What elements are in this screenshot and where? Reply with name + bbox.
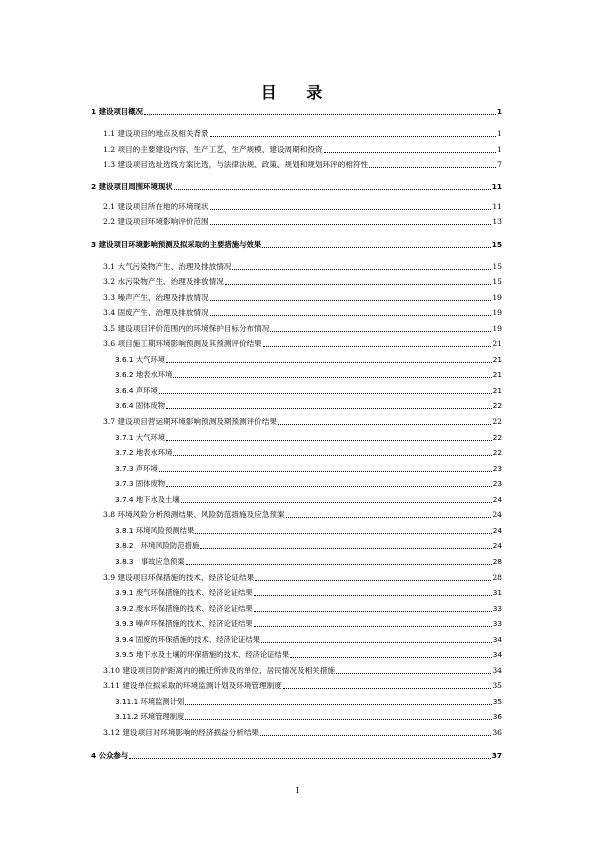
toc-entry-label: 3.9 建设项目环保措施的技术、经济论证结果: [103, 573, 255, 582]
toc-entry-page: 35: [492, 681, 502, 690]
toc-entry-label: 2.1 建设项目所在地的环境现状: [103, 202, 209, 211]
toc-entry-label: 3.8.1 环境风险预测结果: [115, 526, 195, 535]
dot-leader: [159, 393, 492, 394]
toc-entry-label: 3.7.2 地表水环境: [115, 448, 173, 457]
toc-entry-page: 34: [492, 666, 502, 675]
toc-entry-label: 2.2 建设项目环境影响评价范围: [103, 217, 209, 226]
dot-leader: [210, 300, 492, 301]
toc-entry[interactable]: [115, 525, 502, 537]
toc-entry-page: 22: [492, 401, 502, 410]
toc-entry[interactable]: [103, 276, 502, 288]
page-title: 目 录: [260, 83, 335, 102]
dot-leader: [159, 471, 492, 472]
dot-leader: [166, 362, 492, 363]
toc-entry-page: 19: [492, 293, 502, 302]
toc-entry[interactable]: [103, 307, 502, 319]
toc-entry-page: 36: [492, 728, 502, 737]
toc-entry[interactable]: [103, 572, 502, 584]
toc-entry-label: 3.10 建设项目防护距离内的搬迁所涉及的单位、居民情况及相关措施: [103, 666, 335, 675]
toc-entry-page: 1: [497, 129, 502, 138]
toc-entry-page: 28: [492, 573, 502, 582]
toc-entry-label: 1.2 项目的主要建设内容、生产工艺、生产规模、建设周期和投资: [103, 145, 323, 154]
toc-entry-label: 3.11 建设单位拟采取的环境监测计划及环境管理制度: [103, 681, 282, 690]
toc-entry[interactable]: [115, 494, 502, 506]
dot-leader: [166, 408, 492, 409]
dot-leader: [210, 315, 492, 316]
toc-entry-label: 4 公众参与: [91, 751, 129, 760]
toc-entry-label: 3.1 大气污染物产生、治理及排放情况: [103, 262, 232, 271]
dot-leader: [185, 704, 491, 705]
toc-entry[interactable]: [115, 385, 502, 397]
toc-entry-label: 3.8.3 事故应急预案: [115, 557, 185, 566]
toc-entry[interactable]: [115, 540, 502, 552]
toc-entry-label: 1 建设项目概况: [91, 107, 144, 116]
toc-entry-page: 13: [492, 217, 502, 226]
toc-entry-label: 3.9.1 废气环保措施的技术、经济论证结果: [115, 588, 253, 597]
dot-leader: [129, 758, 490, 759]
dot-leader: [260, 735, 491, 736]
toc-entry[interactable]: [115, 354, 502, 366]
toc-entry-page: 7: [497, 160, 502, 169]
toc-entry[interactable]: [91, 181, 502, 193]
toc-entry-label: 3.11.1 环境监测计划: [115, 697, 185, 706]
toc-entry-label: 3.12 建设项目对环境影响的经济损益分析结果: [103, 728, 260, 737]
dot-leader: [369, 167, 496, 168]
toc-entry[interactable]: [103, 509, 502, 521]
dot-leader: [324, 152, 497, 153]
dot-leader: [174, 189, 491, 190]
toc-entry-page: 37: [491, 751, 502, 760]
toc-entry-page: 23: [492, 479, 502, 488]
toc-entry-page: 36: [492, 712, 502, 721]
toc-entry-label: 3.6.4 声环境: [115, 386, 158, 395]
toc-entry-label: 3.8 环境风险分析预测结果、风险防范措施及应急预案: [103, 510, 285, 519]
toc-entry[interactable]: [115, 432, 502, 444]
toc-entry-page: 34: [492, 650, 502, 659]
dot-leader: [336, 673, 491, 674]
toc-entry-page: 24: [492, 510, 502, 519]
dot-leader: [255, 580, 491, 581]
toc-entry-label: 3.5 建设项目评价范围内的环境保护目标分布情况: [103, 324, 270, 333]
toc-entry[interactable]: [103, 665, 502, 677]
toc-entry-label: 3.7.3 声环境: [115, 464, 158, 473]
toc-entry-label: 3.9.4 固废的环保措施的技术、经济论证结果: [115, 635, 260, 644]
dot-leader: [144, 114, 496, 115]
toc-entry-label: 3.9.2 废水环保措施的技术、经济论证结果: [115, 604, 253, 613]
toc-entry-page: 19: [492, 324, 502, 333]
toc-entry-page: 15: [492, 277, 502, 286]
dot-leader: [278, 424, 491, 425]
toc-entry[interactable]: [115, 587, 502, 599]
toc-entry[interactable]: [115, 634, 502, 646]
toc-entry[interactable]: [115, 696, 502, 708]
toc-entry-page: 24: [492, 495, 502, 504]
toc-entry-page: 21: [492, 370, 502, 379]
toc-entry-label: 3.7 建设项目营运期环境影响预测及期预测评价结果: [103, 417, 277, 426]
dot-leader: [232, 269, 491, 270]
dot-leader: [173, 377, 491, 378]
toc-entry-page: 21: [492, 386, 502, 395]
toc-entry-label: 3 建设项目环境影响预测及拟采取的主要措施与效果: [91, 240, 262, 249]
toc-entry[interactable]: [91, 239, 502, 251]
toc-entry-page: 35: [492, 697, 502, 706]
dot-leader: [166, 440, 492, 441]
toc-entry-page: 22: [492, 417, 502, 426]
dot-leader: [261, 642, 492, 643]
dot-leader: [210, 224, 492, 225]
toc-entry[interactable]: [103, 159, 502, 171]
toc-entry[interactable]: [103, 292, 502, 304]
toc-entry-label: 3.6 项目施工期环境影响预测及其预测评价结果: [103, 339, 262, 348]
dot-leader: [254, 595, 492, 596]
toc-entry[interactable]: [103, 201, 502, 213]
dot-leader: [254, 626, 492, 627]
toc-entry-label: 3.11.2 环境管理制度: [115, 712, 185, 721]
toc-entry[interactable]: [103, 416, 502, 428]
toc-entry-page: 21: [492, 355, 502, 364]
toc-entry-page: 23: [492, 464, 502, 473]
toc-entry[interactable]: [115, 369, 502, 381]
toc-entry[interactable]: [115, 463, 502, 475]
toc-entry-label: 3.3 噪声产生、治理及排放情况: [103, 293, 209, 302]
toc-entry-page: 34: [492, 635, 502, 644]
toc-entry[interactable]: [103, 216, 502, 228]
toc-entry-page: 31: [492, 588, 502, 597]
toc-entry-page: 28: [492, 557, 502, 566]
toc-entry-label: 3.7.4 地下水及土壤: [115, 495, 180, 504]
dot-leader: [270, 331, 491, 332]
dot-leader: [225, 284, 492, 285]
dot-leader: [185, 719, 491, 720]
toc-entry[interactable]: [115, 603, 502, 615]
toc-entry-page: 24: [492, 526, 502, 535]
toc-entry-label: 1.3 建设项目选址选线方案比选，与法律法规、政策、规划和规划环评的相符性: [103, 160, 369, 169]
toc-entry[interactable]: [103, 261, 502, 273]
toc-entry-page: 15: [492, 262, 502, 271]
toc-entry[interactable]: [115, 556, 502, 568]
dot-leader: [186, 564, 492, 565]
toc-entry-label: 3.6.1 大气环境: [115, 355, 166, 364]
toc-entry-page: 33: [492, 619, 502, 628]
toc-entry[interactable]: [115, 447, 502, 459]
dot-leader: [262, 247, 490, 248]
dot-leader: [210, 209, 492, 210]
toc-entry-page: 19: [492, 308, 502, 317]
toc-entry-label: 3.8.2 环境风险防范措施: [115, 541, 200, 550]
toc-entry[interactable]: [91, 750, 502, 762]
toc-entry-page: 11: [491, 182, 502, 191]
toc-entry[interactable]: [103, 323, 502, 335]
dot-leader: [263, 346, 492, 347]
toc-entry[interactable]: [103, 680, 502, 692]
dot-leader: [200, 548, 491, 549]
page-number: I: [295, 786, 300, 795]
toc-entry[interactable]: [91, 106, 502, 118]
toc-entry-label: 3.6.4 固体废物: [115, 401, 166, 410]
toc-entry-page: 15: [491, 240, 502, 249]
toc-entry[interactable]: [103, 128, 502, 140]
toc-entry[interactable]: [115, 478, 502, 490]
dot-leader: [290, 657, 492, 658]
toc-entry-page: 22: [492, 433, 502, 442]
toc-entry-page: 24: [492, 541, 502, 550]
dot-leader: [173, 455, 491, 456]
dot-leader: [283, 688, 492, 689]
toc-entry-label: 3.2 水污染物产生、治理及排放情况: [103, 277, 224, 286]
toc-entry[interactable]: [115, 649, 502, 661]
dot-leader: [166, 486, 492, 487]
toc-entry-page: 1: [497, 145, 502, 154]
toc-entry-label: 1.1 建设项目的地点及相关背景: [103, 129, 209, 138]
toc-entry-label: 2 建设项目周围环境现状: [91, 182, 173, 191]
toc-entry-label: 3.7.1 大气环境: [115, 433, 166, 442]
toc-entry[interactable]: [115, 400, 502, 412]
toc-entry-label: 3.9.5 地下水及土壤的环保措施的技术、经济论证结果: [115, 650, 290, 659]
toc-entry[interactable]: [115, 618, 502, 630]
toc-entry-page: 11: [492, 202, 502, 211]
dot-leader: [181, 502, 492, 503]
toc-entry-page: 21: [492, 339, 502, 348]
dot-leader: [286, 517, 492, 518]
toc-entry[interactable]: [103, 727, 502, 739]
toc-entry-label: 3.7.3 固体废物: [115, 479, 166, 488]
toc-entry-label: 3.9.3 噪声环保措施的技术、经济论证结果: [115, 619, 253, 628]
dot-leader: [254, 611, 492, 612]
dot-leader: [210, 136, 497, 137]
toc-entry-page: 33: [492, 604, 502, 613]
toc-entry[interactable]: [103, 144, 502, 156]
dot-leader: [195, 533, 491, 534]
toc-entry-page: 1: [496, 107, 502, 116]
toc-entry[interactable]: [115, 711, 502, 723]
toc-entry-label: 3.6.2 地表水环境: [115, 370, 173, 379]
toc-entry-page: 22: [492, 448, 502, 457]
toc-entry-label: 3.4 固废产生、治理及排放情况: [103, 308, 209, 317]
toc-entry[interactable]: [103, 338, 502, 350]
